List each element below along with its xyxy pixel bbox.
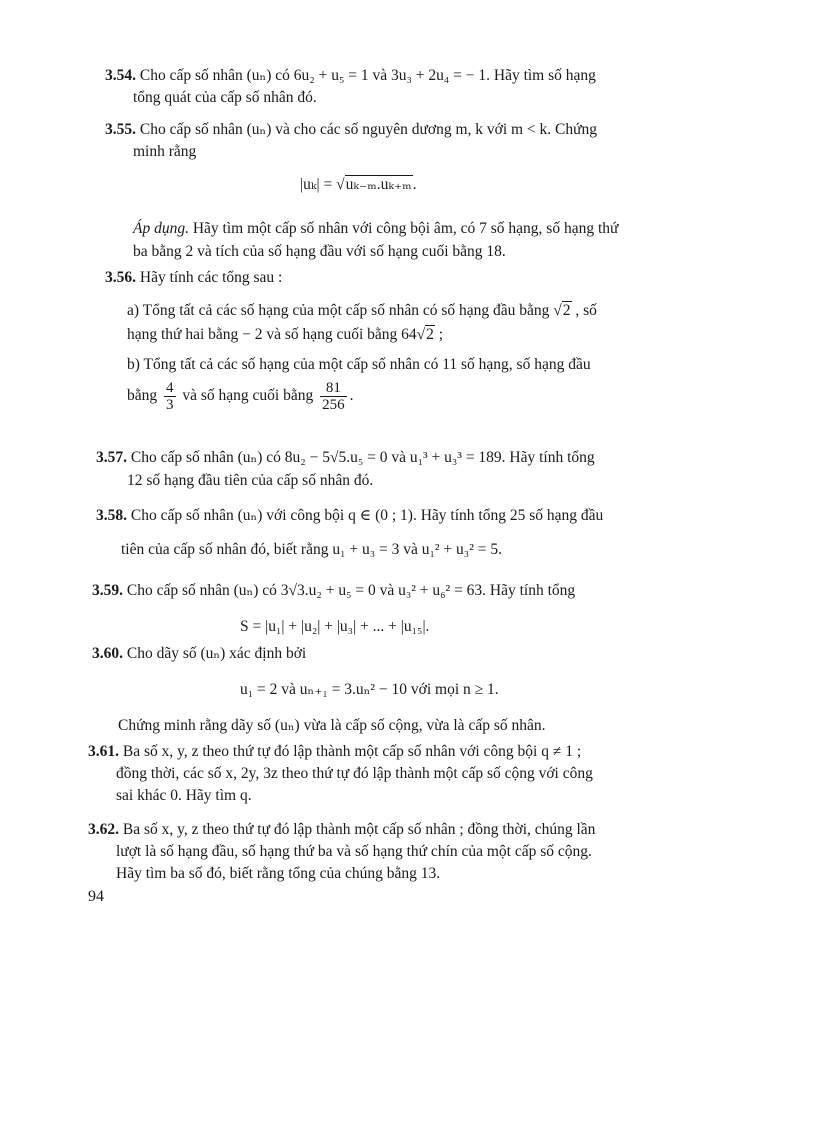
problem-number: 3.58. <box>96 507 127 524</box>
problem-text: Cho cấp số nhân (uₙ) có 3√3.u₂ + u₅ = 0 và u₃² + u₆² = 63. Hãy tính tổng <box>126 582 576 599</box>
problem-text: Cho cấp số nhân (uₙ) với công bội q ∈ (0 ; 1). Hãy tính tổng 25 số hạng đầu <box>130 507 604 524</box>
problem-3-55-line-1 <box>105 120 597 139</box>
problem-3-57-line-2: 12 số hạng đầu tiên của cấp số nhân đó. <box>127 472 374 489</box>
problem-text: Ba số x, y, z theo thứ tự đó lập thành một cấp số nhân ; đồng thời, chúng lần <box>122 821 596 838</box>
problem-number: 3.59. <box>92 582 123 599</box>
formula-end: . <box>412 176 417 193</box>
problem-3-56-b-line-2 <box>127 380 354 413</box>
problem-3-61-line-2: đồng thời, các số x, 2y, 3z theo thứ tự đó lập thành một cấp số cộng với công <box>116 765 593 782</box>
part-a-end: , số <box>571 302 597 319</box>
problem-3-60-line-2: Chứng minh rằng dãy số (uₙ) vừa là cấp số cộng, vừa là cấp số nhân. <box>118 717 546 734</box>
problem-3-58-line-1 <box>96 506 603 525</box>
fraction-numerator: 81 <box>320 380 347 397</box>
formula-left: |uₖ| = <box>300 176 337 193</box>
problem-3-56-line-1 <box>105 268 282 287</box>
formula-radicand: uₖ₋ₘ.uₖ₊ₘ <box>345 176 412 193</box>
problem-number: 3.56. <box>105 269 136 286</box>
part-b-text-2: và số hạng cuối bằng <box>178 387 318 405</box>
problem-3-55-apply-line-1 <box>133 219 618 238</box>
page-number: 94 <box>88 888 104 905</box>
problem-3-62-line-2: lượt là số hạng đầu, số hạng thứ ba và số hạng thứ chín của một cấp số cộng. <box>116 843 592 860</box>
problem-3-55-apply-line-2: ba bằng 2 và tích của số hạng đầu với số hạng cuối bằng 18. <box>133 243 506 260</box>
fraction-denominator: 3 <box>166 397 174 413</box>
part-a-text-2: hạng thứ hai bằng − 2 và số hạng cuối bằng 64 <box>127 326 417 343</box>
problem-text: Ba số x, y, z theo thứ tự đó lập thành một cấp số nhân với công bội q ≠ 1 ; <box>122 743 582 760</box>
problem-3-62-line-3: Hãy tìm ba số đó, biết rằng tổng của chúng bằng 13. <box>116 865 441 882</box>
problem-3-56-b-line-1: b) Tổng tất cả các số hạng của một cấp số nhân có 11 số hạng, số hạng đầu <box>127 356 591 373</box>
problem-3-58-line-2: tiên của cấp số nhân đó, biết rằng u₁ + u₃ = 3 và u₁² + u₃² = 5. <box>121 541 502 558</box>
problem-3-60-formula: u₁ = 2 và uₙ₊₁ = 3.uₙ² − 10 với mọi n ≥ 1. <box>240 681 499 698</box>
problem-text: Hãy tính các tổng sau : <box>139 269 283 286</box>
sqrt-radicand: 2 <box>562 302 571 319</box>
problem-3-59-line-1 <box>92 581 575 600</box>
problem-3-61-line-1 <box>88 742 581 761</box>
problem-number: 3.62. <box>88 821 119 838</box>
problem-3-55-line-2: minh rằng <box>133 143 197 160</box>
problem-3-59-formula: S = |u₁| + |u₂| + |u₃| + ... + |u₁₅|. <box>240 618 430 635</box>
fraction-81-256 <box>320 380 347 413</box>
problem-text: Cho dãy số (uₙ) xác định bởi <box>126 645 307 662</box>
problem-text: Cho cấp số nhân (uₙ) có 6u₂ + u₅ = 1 và 3u₃ + 2u₄ = − 1. Hãy tìm số hạng <box>139 67 596 84</box>
problem-3-54-line-2: tổng quát của cấp số nhân đó. <box>133 89 317 106</box>
problem-text: Cho cấp số nhân (uₙ) có 8u₂ − 5√5.u₅ = 0 và u₁³ + u₃³ = 189. Hãy tính tổng <box>130 449 595 466</box>
problem-3-55-formula: |uₖ| = √uₖ₋ₘ.uₖ₊ₘ. <box>300 176 417 193</box>
fraction-4-3 <box>164 380 176 413</box>
sqrt-radicand: 2 <box>426 326 434 343</box>
problem-number: 3.54. <box>105 67 136 84</box>
problem-number: 3.61. <box>88 743 119 760</box>
part-b-text: bằng <box>127 387 162 405</box>
problem-3-61-line-3: sai khác 0. Hãy tìm q. <box>116 787 252 804</box>
problem-3-56-a-line-1: a) Tổng tất cả các số hạng của một cấp số nhân có số hạng đầu bằng √2 , số <box>127 302 597 319</box>
apply-text: Hãy tìm một cấp số nhân với công bội âm, có 7 số hạng, số hạng thứ <box>188 220 619 237</box>
fraction-numerator: 4 <box>166 380 174 396</box>
fraction-denominator: 256 <box>322 397 345 413</box>
part-a-end-2: ; <box>434 326 444 343</box>
problem-number: 3.55. <box>105 121 136 138</box>
part-b-end: . <box>349 387 354 405</box>
problem-text: Cho cấp số nhân (uₙ) và cho các số nguyên dương m, k với m < k. Chứng <box>139 121 598 138</box>
problem-3-56-a-line-2: hạng thứ hai bằng − 2 và số hạng cuối bằng 64√2 ; <box>127 326 444 343</box>
problem-3-60-line-1 <box>92 644 306 663</box>
problem-3-57-line-1 <box>96 448 595 467</box>
problem-3-62-line-1 <box>88 820 595 839</box>
part-a-text: a) Tổng tất cả các số hạng của một cấp số nhân có số hạng đầu bằng <box>127 302 554 319</box>
problem-number: 3.57. <box>96 449 127 466</box>
problem-number: 3.60. <box>92 645 123 662</box>
problem-3-54-line-1 <box>105 66 596 85</box>
apply-label: Áp dụng. <box>133 220 189 237</box>
